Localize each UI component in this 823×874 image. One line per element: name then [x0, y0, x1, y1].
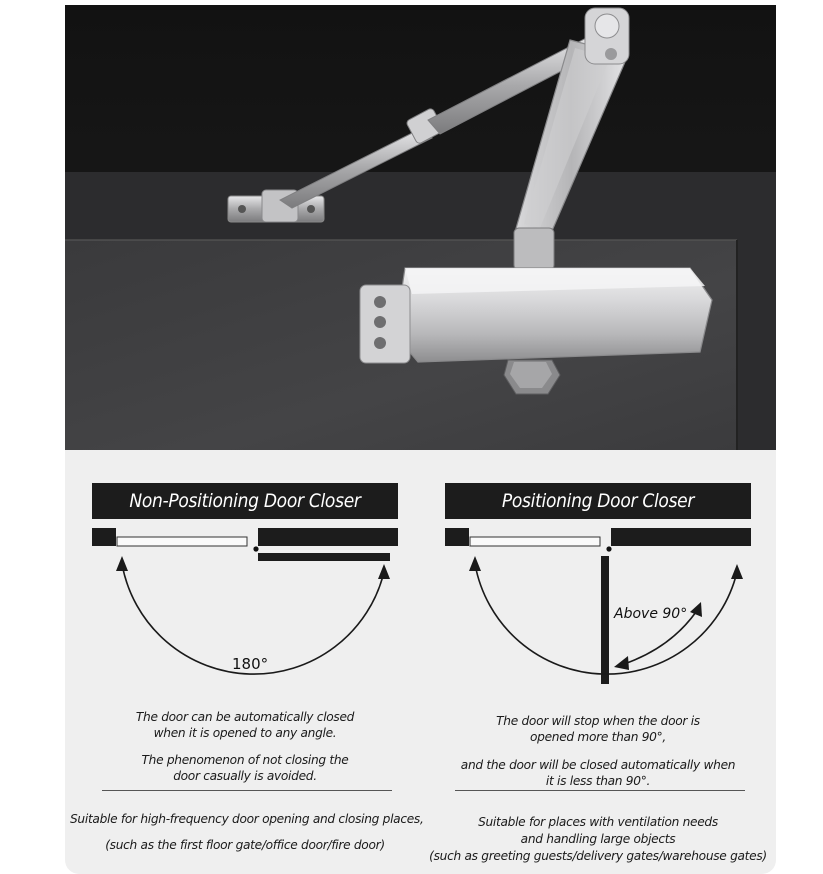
right-desc-line-4: it is less than 90°.	[545, 774, 651, 788]
right-arrow-end	[731, 564, 743, 579]
right-frame-right	[611, 528, 751, 546]
right-divider	[455, 790, 745, 791]
left-angle-label: 180°	[232, 655, 269, 673]
right-usage-line-1: Suitable for places with ventilation needs	[478, 815, 718, 829]
right-title: Positioning Door Closer	[445, 483, 751, 519]
left-desc-line-2: when it is opened to any angle.	[153, 726, 337, 740]
left-desc-line-4: door casually is avoided.	[173, 769, 317, 783]
right-usage-line-3: (such as greeting guests/delivery gates/warehouse gates)	[429, 849, 767, 863]
right-door-closed	[470, 537, 600, 546]
right-arrow-start	[469, 556, 481, 571]
right-usage-line-2: and handling large objects	[520, 832, 676, 846]
left-desc-line-1: The door can be automatically closed	[135, 710, 355, 724]
left-usage-line-1: Suitable for high-frequency door opening and closing places,	[70, 812, 424, 826]
left-title: Non-Positioning Door Closer	[92, 483, 398, 519]
right-desc-line-1: The door will stop when the door is	[496, 714, 700, 728]
right-desc-line-2: opened more than 90°,	[530, 730, 666, 744]
left-usage-line-2: (such as the first floor gate/office door/fire door)	[105, 838, 385, 852]
right-door-open	[601, 556, 609, 684]
right-frame-left	[445, 528, 469, 546]
right-desc-line-3: and the door will be closed automatically when	[460, 758, 736, 772]
left-desc-line-3: The phenomenon of not closing the	[141, 753, 349, 767]
right-angle-label: Above 90°	[614, 606, 688, 622]
